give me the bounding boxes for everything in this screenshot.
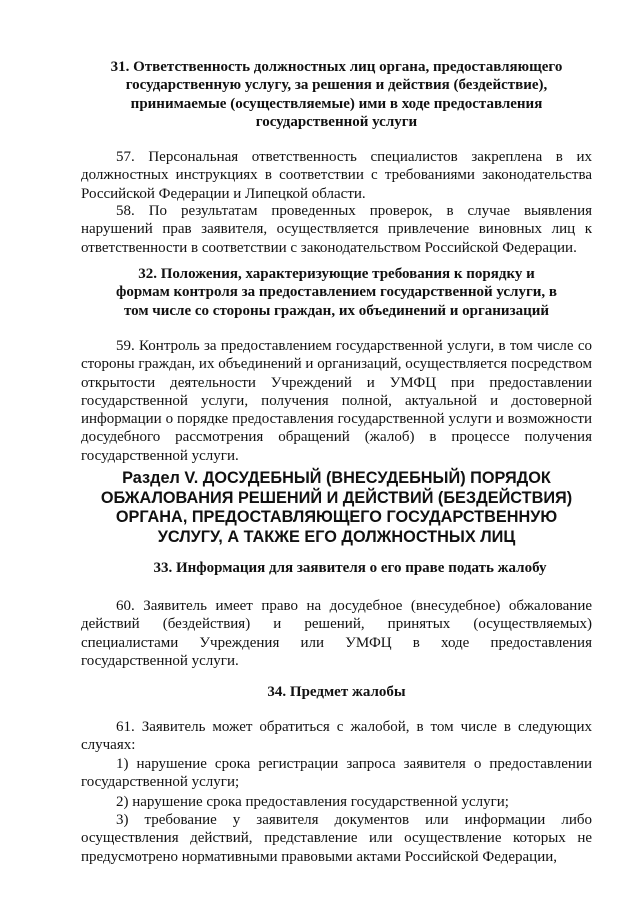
paragraph-59: 59. Контроль за предоставлением государственной услуги, в том числе со стороны граждан, их объединений и организаций, осуществляется посредством открытости деятельности Учреждений и УМФЦ при предоставлении государственной услуги, получения полной, актуальной и достоверной информации о порядке предоставления государственной услуги и возможности досудебного рассмотрения обращений (жалоб) в процессе получения государственной услуги. (81, 338, 592, 464)
heading-32: 32. Положения, характеризующие требования к порядку и формам контроля за предоставлением государственной услуги, в том числе со стороны граждан, их объединений и организаций (115, 266, 558, 319)
list-item-2: 2) нарушение срока предоставления государственной услуги; (116, 794, 509, 810)
section-v-title: Раздел V. ДОСУДЕБНЫЙ (ВНЕСУДЕБНЫЙ) ПОРЯДОК ОБЖАЛОВАНИЯ РЕШЕНИЙ И ДЕЙСТВИЙ (БЕЗДЕЙСТВИЯ) ОРГАНА, ПРЕДОСТАВЛЯЮЩЕГО ГОСУДАРСТВЕННУЮ УСЛУГУ, А ТАКЖЕ ЕГО ДОЛЖНОСТНЫХ ЛИЦ (100, 469, 573, 546)
paragraph-57: 57. Персональная ответственность специалистов закреплена в их должностных инструкциях в соответствии с требованиями законодательства Российской Федерации и Липецкой области. (81, 149, 592, 202)
heading-34: 34. Предмет жалобы (267, 684, 406, 700)
list-item-3: 3) требование у заявителя документов или информации либо осуществления действий, представление или осуществление которых не предусмотрено нормативными правовыми актами Российской Федерации, (81, 812, 592, 865)
paragraph-61: 61. Заявитель может обратиться с жалобой, в том числе в следующих случаях: (81, 719, 592, 754)
paragraph-60: 60. Заявитель имеет право на досудебное (внесудебное) обжалование действий (бездействия) и решений, принятых (осуществляемых) специалистами Учреждения или УМФЦ в ходе предоставления государственной услуги. (81, 598, 592, 669)
paragraph-58: 58. По результатам проведенных проверок, в случае выявления нарушений прав заявителя, осуществляется привлечение виновных лиц к ответственности в соответствии с законодательством Российской Федерации. (81, 203, 592, 256)
heading-31: 31. Ответственность должностных лиц органа, предоставляющего государственную услугу, за решения и действия (бездействие), принимаемые (осуществляемые) ими в ходе предоставления государственной услуги (110, 59, 563, 130)
heading-33: 33. Информация для заявителя о его праве подать жалобу (153, 560, 547, 576)
list-item-1: 1) нарушение срока регистрации запроса заявителя о предоставлении государственной услуги; (81, 756, 592, 791)
